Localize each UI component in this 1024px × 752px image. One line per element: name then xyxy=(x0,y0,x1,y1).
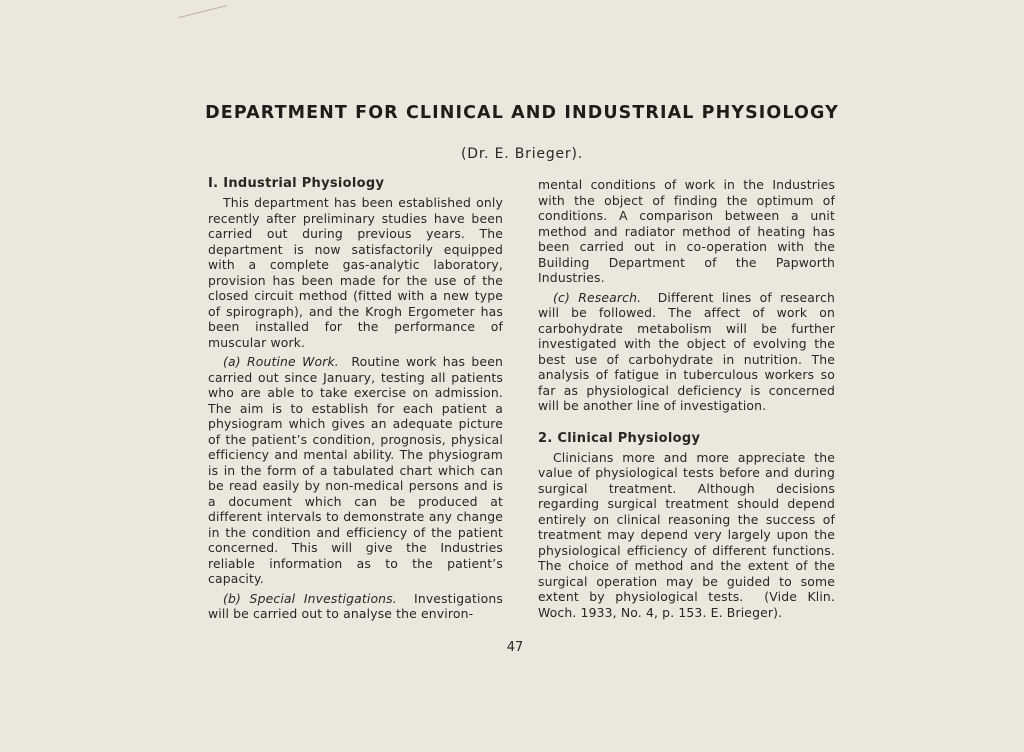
subheading-routine-work: (a) Routine Work. xyxy=(223,354,339,369)
subheading-special-investigations: (b) Special Investigations. xyxy=(223,590,397,606)
special-investigations-text-end: mental conditions of work in the Industries with the object of finding the optimum of conditions. A comparison between a unit method and radiator method of heating has been carried out in co-operation with the Building Department of the Papworth Industries. xyxy=(538,177,835,285)
pencil-mark xyxy=(178,5,227,20)
section-heading-clinical: 2. Clinical Physiology xyxy=(538,430,701,446)
research-text: Different lines of research will be followed. The affect of work on carbohydrate metabolism will be further investigated with the object of evolving the best use of carbohydrate in nutrition. The analysis of fatigue in tuberculous workers so far as physiological deficiency is concerned will be another line of investigation. xyxy=(538,289,835,413)
paragraph-research xyxy=(538,290,835,414)
subheading-research: (c) Research. xyxy=(553,289,642,305)
paragraph-special-investigations-cont xyxy=(538,177,835,286)
right-column xyxy=(538,177,835,620)
page-number: 47 xyxy=(506,640,524,655)
paragraph-routine-work xyxy=(208,354,503,587)
paragraph-intro: This department has been established only recently after preliminary studies have been carried out during previous years. The department is now satisfactorily equipped with a complete gas-analytic laboratory, provision has been made for the use of the closed circuit method (fitted with a new type of spirograph), and the Krogh Ergometer has been installed for the performance of muscular work. xyxy=(208,195,503,350)
author-line: (Dr. E. Brieger). xyxy=(461,146,583,162)
routine-work-text: Routine work has been carried out since January, testing all patients who are able to take exercise on admission. The aim is to establish for each patient a physiogram which gives an adequate picture of the patient’s condition, prognosis, physical efficiency and mental ability. The physiogram is in the form of a tabulated chart which can be read easily by non-medical persons and is a document which can be produced at different intervals to demonstrate any change in the condition and efficiency of the patient concerned. This will give the Industries reliable information as to the patient’s capacity. xyxy=(208,354,503,586)
paragraph-clinical xyxy=(538,450,835,621)
page-title: DEPARTMENT FOR CLINICAL AND INDUSTRIAL PHYSIOLOGY xyxy=(205,103,839,123)
clinical-reference: (Vide Klin. Woch. 1933, No. 4, p. 153. E. Brieger). xyxy=(538,589,836,620)
section-heading-industrial: I. Industrial Physiology xyxy=(208,176,385,191)
left-column xyxy=(208,175,503,622)
special-investigations-text-start: Investigations will be carried out to analyse the environ- xyxy=(208,590,503,621)
paragraph-special-investigations xyxy=(208,591,503,622)
clinical-text: Clinicians more and more appreciate the value of physiological tests before and during surgical treatment. Although decisions regarding surgical treatment should depend entirely on clinical reasoning the success of treatment may depend very largely upon the physiological efficiency of different functions. The choice of method and the extent of the surgical operation may be guided to some extent by physiological tests. xyxy=(538,449,835,604)
